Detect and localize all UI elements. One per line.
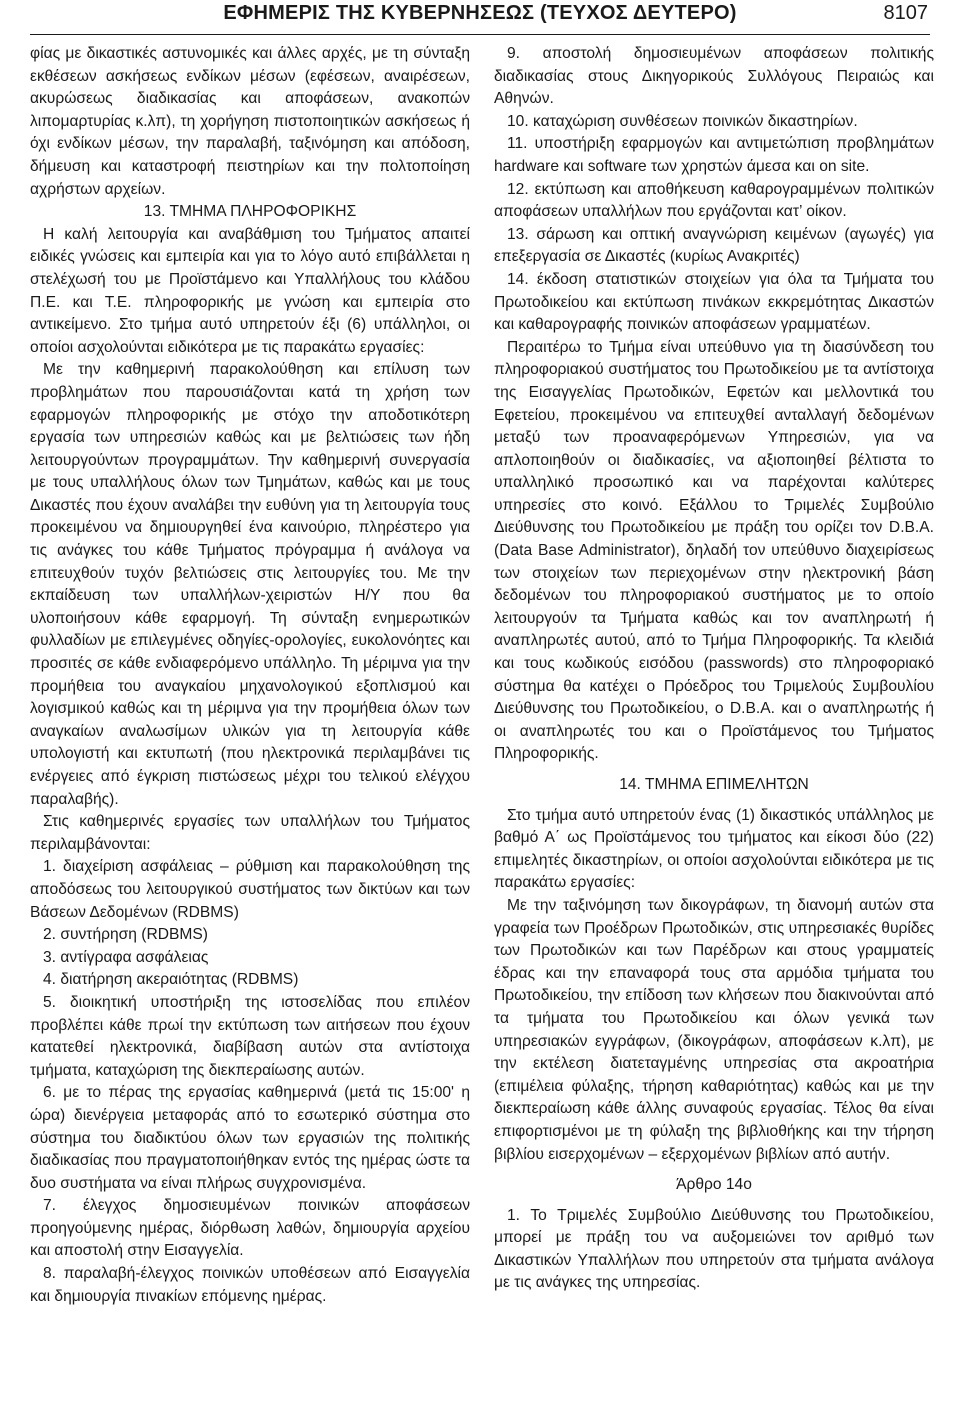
gazette-title: ΕΦΗΜΕΡΙΣ ΤΗΣ ΚΥΒΕΡΝΗΣΕΩΣ (ΤΕΥΧΟΣ ΔΕΥΤΕΡΟ) [223,2,737,24]
paragraph-informatics-duties: Με την καθημερινή παρακολούθηση και επίλυση των προβλημάτων που παρουσιάζονται κατά τη χρήση των εφαρμογών πληροφορικής με στόχο την αποδοτικότερη εργασία των υπηρεσιών καθώς και με βελτιώσεις των ήδη λειτουργούντων προγραμμάτων. Την καθημερινή συνεργασία με τους υπαλλήλους όλων των Τμημάτων, καθώς και με τους Δικαστές που έχουν αναλάβει την ευθύνη για τη λειτουργία τους προκειμένου να δημιουργηθεί ένα καινούριο, πληρέστερο για τις ανάγκες του κάθε Τμήματος πρόγραμμα ή ανάλογα να επιτευχθούν τυχόν βελτιώσεις στις λειτουργίες του. Με την εκπαίδευση των υπαλλήλων-χειριστών Η/Υ που θα υλοποιήσουν κάθε εφαρμογή. Τη σύνταξη ενημερωτικών φυλλαδίων με επιλεγμένες οδηγίες-ορολογίες, ευκολονόητες και προσιτές σε κάθε ενδιαφερόμενο υπάλληλο. Τη μέριμνα για την προμήθεια του αναγκαίου μηχανολογικού εξοπλισμού και λογισμικού καθώς και τη μέριμνα για την προμήθεια όλων των αναγκαίων αναλωσίμων υλικών για τη λειτουργία κάθε υπολογιστή και εκτυπωτή (που ηλεκτρονικά περιλαμβάνει τις ενέργειες από έγκριση πιστώσεως μέχρι του τελικού ελέγχου παραλαβής). [30,361,470,808]
section-heading-informatics: 13. ΤΜΗΜΑ ΠΛΗΡΟΦΟΡΙΚΗΣ [143,203,357,221]
list-item: 12. εκτύπωση και αποθήκευση καθαρογραμμένων πολιτικών αποφάσεων υπαλλήλων που εργάζονται κατ’ οίκον. [494,180,934,221]
list-item: 1. διαχείριση ασφάλειας – ρύθμιση και παρακολούθηση της αποδόσεως του λειτουργικού συστήματος των δικτύων και των Βάσεων Δεδομένων (RDBMS) [30,858,470,921]
paragraph-bailiffs-tasks: Με την ταξινόμηση των δικογράφων, τη διανομή αυτών στα γραφεία των Προέδρων Πρωτοδικών, στις υπηρεσιακές θυρίδες των Πρωτοδικών και των Παρέδρων και στους γραμματείς έδρας και την επαναφορά τους στα αρμόδια τμήματα του Πρωτοδικείου, την επίδοση των κλήσεων που διακινούνται από τα τμήματα του Πρωτοδικείου και όλων γενικά των υπηρεσιακών εγγράφων, (δικογράφων, αποφάσεων κ.λπ), με την εκτέλεση διατεταγμένης υπηρεσίας στα ακροατήρια (επιμέλεια φύλαξης, τήρηση καθαριότητας) καθώς και με την διεκπεραίωση κάθε άλλης συναφούς εργασίας. Τέλος θα είναι επιφορτισμένοι με τη φύλαξη της βιβλιοθήκης και την τήρηση βιβλίου εισερχομένων – εξερχομένων βιβλίων από αυτήν. [494,896,934,1163]
paragraph-informatics-intro: Η καλή λειτουργία και αναβάθμιση του Τμήματος απαιτεί ειδικές γνώσεις και εμπειρία και για το λόγο αυτό επιβάλλεται η στελέχωσή του με Προϊστάμενο και Υπαλλήλους του κλάδου Π.Ε. και Τ.Ε. πληροφορικής με γνώση και εμπειρία στο αντικείμενο. Στο τμήμα αυτό υπηρετούν έξι (6) υπάλληλοι, οι οποίοι ασχολούνται ειδικότερα με τις παρακάτω εργασίες: [30,225,470,356]
page-header [30,0,930,35]
list-item: 3. αντίγραφα ασφάλειας [43,948,209,966]
list-item: 9. αποστολή δημοσιευμένων αποφάσεων πολιτικής διαδικασίας στους Δικηγορικούς Συλλόγους Πειραιώς και Αθηνών. [494,45,934,108]
list-item: 5. διοικητική υποστήριξη της ιστοσελίδας που επιλέον προβλέπει κάθε πρωί την εκτύπωση των αιτήσεων που έχουν κατατεθεί ηλεκτρονικά, διαβίβαση αυτών στα αντίστοιχα τμήματα, καταχώριση της διεκπεραίωσης αυτών. [30,993,470,1079]
list-item: 2. συντήρηση (RDBMS) [43,926,208,944]
section-heading-bailiffs: 14. ΤΜΗΜΑ ΕΠΙΜΕΛΗΤΩΝ [619,776,809,793]
paragraph-bailiffs-staff: Στο τμήμα αυτό υπηρετούν ένας (1) δικαστικός υπάλληλος με βαθμό Α΄ ως Προϊστάμενος του τμήματος και είκοσι δύο (22) επιμελητές δικαστηρίων, οι οποίοι ασχολούνται ειδικότερα με τις παρακάτω εργασίες: [494,806,934,892]
article-heading: Άρθρο 14ο [676,1176,752,1194]
list-item: 8. παραλαβή-έλεγχος ποινικών υποθέσεων από Εισαγγελία και δημιουργία πινακίων επόμενης ημέρας. [30,1265,470,1305]
list-item: 14. έκδοση στατιστικών στοιχείων για όλα τα Τμήματα του Πρωτοδικείου και εκτύπωση πινάκων εκκρεμότητας Δικαστών και καθαρογραφής ποινικών αποφάσεων γραμματέων. [494,270,934,334]
page-number: 8107 [883,2,928,24]
list-item: 13. σάρωση και οπτική αναγνώριση κειμένων (αγωγές) για επεξεργασία σε Δικαστές (κυρίως Ανακριτές) [494,225,934,266]
list-item: 4. διατήρηση ακεραιότητας (RDBMS) [43,971,299,989]
right-column [494,43,934,1295]
list-item: 7. έλεγχος δημοσιευμένων ποινικών αποφάσεων προηγούμενης ημέρας, διόρθωση λαθών, δημιουργία αρχείου και αποστολή στην Εισαγγελία. [30,1197,470,1260]
list-item: 10. καταχώριση συνθέσεων ποινικών δικαστηρίων. [507,112,858,130]
paragraph-article-14: 1. Το Τριμελές Συμβούλιο Διεύθυνσης του Πρωτοδικείου, μπορεί με πράξη του να αυξομειώνει τον αριθμό των Δικαστικών Υπαλλήλων που υπηρετούν στα τμήματα ανάλογα με τις ανάγκες της υπηρεσίας. [494,1206,934,1292]
left-column [30,43,470,1308]
paragraph-dba: Περαιτέρω το Τμήμα είναι υπεύθυνο για τη διασύνδεση του πληροφοριακού συστήματος του Πρωτοδικείου με τα αντίστοιχα της Εισαγγελίας Πρωτοδικών, Εφετών και μελλοντικά του Εφετείου, προκειμένου να επιτευχθεί ανταλλαγή δεδομένων μεταξύ των προαναφερόμενων Υπηρεσιών, για να απλοποιηθούν οι διαδικασίες, να αξιοποιηθεί βέλτιστα το υπαλληλικό προσωπικό και να παρέχονται καλύτερες υπηρεσίες στο κοινό. Εξάλλου το Τριμελές Συμβούλιο Διεύθυνσης του Πρωτοδικείου με πράξη του ορίζει τον D.B.A. (Data Base Administrator), δηλαδή τον υπεύθυνο διαχειρίσεως των στοιχείων των περιεχομένων στην ηλεκτρονική βάση δεδομένων του πληροφοριακού συστήματος με το οποίο λειτουργούν τα Τμήματα καθώς και τον αναπληρωτή ή αναπληρωτές αυτού, από το Τμήμα Πληροφορικής. Τα κλειδιά και τους κωδικούς εισόδου (passwords) στο πληροφοριακό σύστημα θα κατέχει ο Πρόεδρος του Τριμελούς Συμβουλίου Διεύθυνσης του Πρωτοδικείου, ο D.B.A. και ο αναπληρωτής ή οι αναπληρωτές του και ο Προϊστάμενος του Τμήματος Πληροφορικής. [494,338,934,763]
paragraph-daily-tasks-intro: Στις καθημερινές εργασίες των υπαλλήλων του Τμήματος περιλαμβάνονται: [30,813,470,853]
paragraph-continuation: φίας με δικαστικές αστυνομικές και άλλες αρχές, με τη σύνταξη εκθέσεων ασκήσεως ενδίκων μέσων (εφέσεων, αναιρέσεων, ακυρώσεως διαδικασίας και αποφάσεων, ανακοπών λιπομαρτυρίας κ.λπ), τη χορήγηση πιστοποιητικών ασκήσεως ή όχι ενδίκων μέσων, την παραλαβή, ταξινόμηση και απόδοση, δήμευση και καταστροφή πειστηρίων και την πολτοποίηση αχρήστων αρχείων. [30,45,470,198]
list-item: 11. υποστήριξη εφαρμογών και αντιμετώπιση προβλημάτων hardware και software των χρηστών άμεσα και on site. [494,135,934,175]
list-item: 6. με το πέρας της εργασίας καθημερινά (μετά τις 15:00' η ώρα) διενέργεια μεταφοράς από το εσωτερικό σύστημα στο σύστημα του διαδικτύου όλων των εργασιών της πολιτικής διαδικασίας που πραγματοποιήθηκαν εντός της ημέρας ώστε τα δυο συστήματα να είναι πλήρως συγχρονισμένα. [30,1084,470,1192]
